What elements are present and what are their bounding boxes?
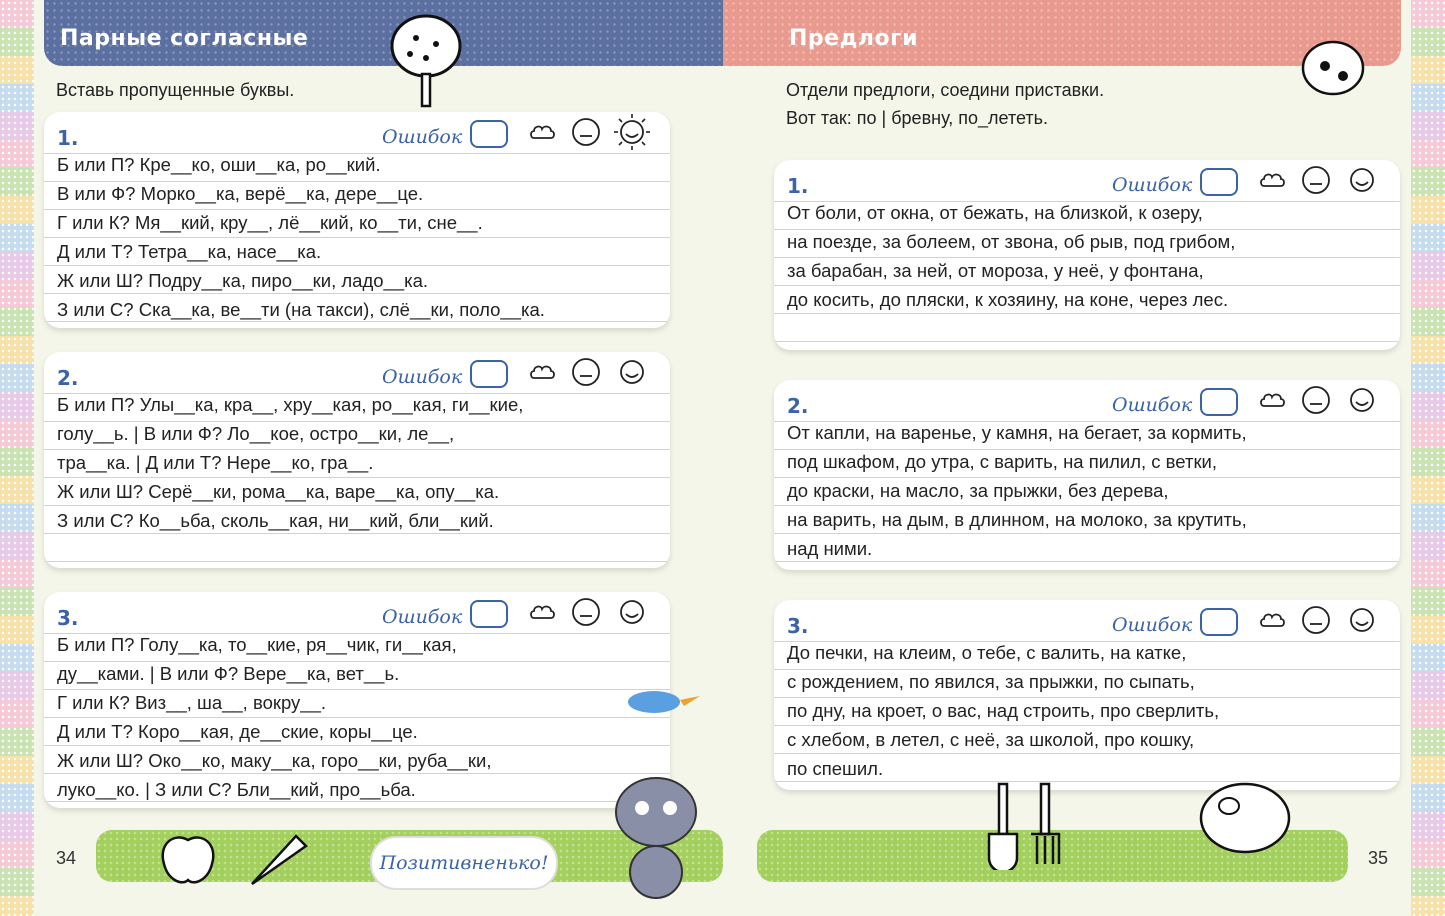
errors-label: Ошибок <box>1112 614 1193 636</box>
left-instruction: Вставь пропущенные буквы. <box>56 80 295 100</box>
right-page <box>723 0 1411 916</box>
errors-label: Ошибок <box>382 366 463 388</box>
cat-icon <box>600 752 722 902</box>
exercise-line: по дну, на кроет, о вас, над строить, про сверлить, <box>787 700 1220 721</box>
card-number: 1. <box>57 126 79 150</box>
exercise-line: Б или П? Кре__ко, оши__ка, ро__кий. <box>57 154 381 175</box>
sad-cloud-icon[interactable] <box>1258 384 1290 416</box>
exercise-line: Ж или Ш? Серё__ки, рома__ка, варе__ка, опу__ка. <box>57 481 500 502</box>
exercise-line: за барабан, за ней, от мороза, у неё, у фонтана, <box>787 260 1204 281</box>
errors-input-box[interactable] <box>470 600 508 628</box>
sun-icon[interactable] <box>1342 160 1382 200</box>
right-instruction-1: Отдели предлоги, соедини приставки. <box>786 80 1105 100</box>
errors-label: Ошибок <box>382 606 463 628</box>
right-card-1 <box>774 160 1400 350</box>
neutral-face-icon[interactable] <box>570 116 602 148</box>
left-page <box>34 0 723 916</box>
errors-label: Ошибок <box>382 126 463 148</box>
card-number: 2. <box>57 366 79 390</box>
left-decorative-stripe <box>0 0 34 916</box>
right-instruction-2: Вот так: по | бревну, по_лететь. <box>786 108 1049 128</box>
exercise-line: Б или П? Улы__ка, кра__, хру__кая, ро__кая, ги__кие, <box>57 394 524 415</box>
exercise-line: голу__ь. | В или Ф? Ло__кое, остро__ки, ле__, <box>57 423 455 444</box>
right-card-2 <box>774 380 1400 570</box>
sad-cloud-icon[interactable] <box>1258 604 1290 636</box>
sun-icon[interactable] <box>612 592 652 632</box>
exercise-line: ду__ками. | В или Ф? Вере__ка, вет__ь. <box>57 663 400 684</box>
right-page-title: Предлоги <box>789 26 918 51</box>
sad-cloud-icon[interactable] <box>528 596 560 628</box>
left-header <box>44 0 723 66</box>
right-page-number: 35 <box>1368 848 1389 868</box>
exercise-line: с хлебом, в летел, с неё, за школой, про кошку, <box>787 729 1195 750</box>
card-number: 3. <box>787 614 809 638</box>
left-card-1 <box>44 112 670 328</box>
exercise-line: под шкафом, до утра, с варить, на пилил, с ветки, <box>787 451 1218 472</box>
errors-input-box[interactable] <box>470 120 508 148</box>
exercise-line: Ж или Ш? Око__ко, маку__ка, горо__ки, руба__ки, <box>57 750 492 771</box>
speech-bubble: Позитивненько! <box>370 836 558 890</box>
bird-icon <box>614 684 704 720</box>
exercise-line: Д или Т? Тетра__ка, насе__ка. <box>57 241 322 262</box>
exercise-line: Г или К? Мя__кий, кру__, лё__кий, ко__ти, сне__. <box>57 212 483 233</box>
exercise-line: луко__ко. | З или С? Бли__кий, про__ьба. <box>57 779 416 800</box>
sun-icon[interactable] <box>612 112 652 152</box>
exercise-line: От капли, на варенье, у камня, на бегает, за кормить, <box>787 422 1247 443</box>
ladybug-icon <box>1295 26 1371 102</box>
sad-cloud-icon[interactable] <box>528 116 560 148</box>
neutral-face-icon[interactable] <box>570 356 602 388</box>
errors-label: Ошибок <box>1112 394 1193 416</box>
carrot-icon <box>244 818 320 890</box>
exercise-line: над ними. <box>787 538 873 559</box>
errors-input-box[interactable] <box>1200 608 1238 636</box>
tree-icon <box>386 14 470 110</box>
exercise-line: до краски, на масло, за прыжки, без дерева, <box>787 480 1169 501</box>
neutral-face-icon[interactable] <box>570 596 602 628</box>
exercise-line: З или С? Ко__ьба, сколь__кая, ни__кий, бли__кий. <box>57 510 494 531</box>
sun-icon[interactable] <box>1342 380 1382 420</box>
exercise-line: до косить, до пляски, к хозяину, на коне, через лес. <box>787 289 1229 310</box>
left-page-title: Парные согласные <box>60 26 309 51</box>
errors-label: Ошибок <box>1112 174 1193 196</box>
exercise-line: тра__ка. | Д или Т? Нере__ко, гра__. <box>57 452 374 473</box>
card-number: 3. <box>57 606 79 630</box>
exercise-line: До печки, на клеим, о тебе, с валить, на катке, <box>787 642 1187 663</box>
exercise-line: От боли, от окна, от бежать, на близкой, к озеру, <box>787 202 1203 223</box>
errors-input-box[interactable] <box>1200 168 1238 196</box>
exercise-line: Б или П? Голу__ка, то__кие, ря__чик, ги__кая, <box>57 634 457 655</box>
sun-icon[interactable] <box>1342 600 1382 640</box>
neutral-face-icon[interactable] <box>1300 384 1332 416</box>
errors-input-box[interactable] <box>1200 388 1238 416</box>
left-card-2 <box>44 352 670 568</box>
exercise-line: на поезде, за болеем, от звона, об рыв, под грибом, <box>787 231 1236 252</box>
left-card-3 <box>44 592 670 808</box>
neutral-face-icon[interactable] <box>1300 164 1332 196</box>
exercise-line: на варить, на дым, в длинном, на молоко, за крутить, <box>787 509 1247 530</box>
exercise-line: по спешил. <box>787 758 884 779</box>
right-decorative-stripe <box>1411 0 1445 916</box>
neutral-face-icon[interactable] <box>1300 604 1332 636</box>
shovel-fork-icon <box>985 780 1075 870</box>
errors-input-box[interactable] <box>470 360 508 388</box>
exercise-line: В или Ф? Морко__ка, верё__ка, дере__це. <box>57 183 424 204</box>
sun-icon[interactable] <box>612 352 652 392</box>
apple-icon <box>156 822 220 888</box>
card-number: 1. <box>787 174 809 198</box>
exercise-line: с рождением, по явился, за прыжки, по сыпать, <box>787 671 1195 692</box>
right-card-3 <box>774 600 1400 790</box>
sad-cloud-icon[interactable] <box>528 356 560 388</box>
exercise-line: Ж или Ш? Подру__ка, пиро__ки, ладо__ка. <box>57 270 429 291</box>
sad-cloud-icon[interactable] <box>1258 164 1290 196</box>
exercise-line: Д или Т? Коро__кая, де__ские, коры__це. <box>57 721 418 742</box>
card-number: 2. <box>787 394 809 418</box>
left-page-number: 34 <box>56 848 77 868</box>
pig-icon <box>1193 776 1303 866</box>
exercise-line: З или С? Ска__ка, ве__ти (на такси), слё__ки, поло__ка. <box>57 299 545 320</box>
exercise-line: Г или К? Виз__, ша__, вокру__. <box>57 692 327 713</box>
